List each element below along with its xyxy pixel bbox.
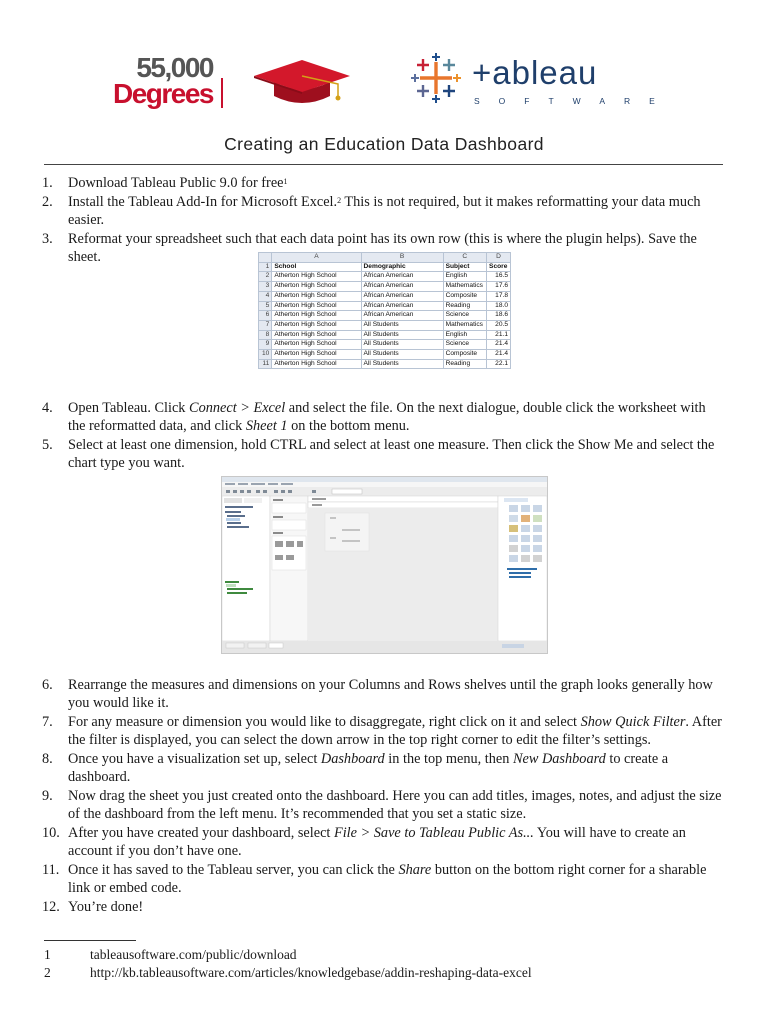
text-run: Rearrange the measures and dimensions on your Columns and Rows shelves until the graph looks generally how you would like it. (68, 677, 713, 712)
emphasis: Show Quick Filter (580, 714, 686, 730)
step-text (68, 436, 722, 473)
text-run: to create a dashboard. (68, 751, 669, 786)
text-run: You’re done! (68, 899, 144, 915)
emphasis: Dashboard (320, 751, 385, 767)
table-cell: All Students (361, 330, 443, 340)
step-number: 8. (42, 751, 53, 767)
step-text (68, 713, 722, 750)
table-cell: Reading (443, 359, 486, 369)
table-row (259, 282, 511, 292)
tableau-software-label: SOFTWARE (474, 96, 674, 106)
table-row (259, 340, 511, 350)
step-number: 1. (42, 175, 53, 191)
emphasis: Connect > Excel (189, 400, 286, 416)
step-7 (42, 713, 722, 750)
table-cell: All Students (361, 359, 443, 369)
table-cell: African American (361, 301, 443, 311)
emphasis: Sheet 1 (245, 418, 288, 435)
emphasis: New Dashboard (512, 751, 606, 767)
text-run: Install the Tableau Add-In for Microsoft Excel. (68, 194, 338, 210)
text-run: and select the file. On the next dialogue, double click the worksheet with the reformatted data, and click (68, 400, 706, 435)
table-cell: All Students (361, 340, 443, 350)
table-cell: 21.4 (487, 340, 511, 350)
tableau-cross-icon (410, 52, 462, 104)
table-cell: Science (443, 311, 486, 321)
table-row (259, 311, 511, 321)
row-number: 10 (259, 350, 272, 360)
text-run: Select at least one dimension, hold CTRL and select at least one measure. Then click the Show Me and select the chart type you want. (68, 437, 715, 472)
step-number: 9. (42, 788, 53, 804)
step-text (68, 174, 722, 192)
row-number: 7 (259, 320, 272, 330)
spreadsheet-example (258, 252, 511, 369)
emphasis: Share (398, 862, 432, 878)
table-cell: 17.6 (487, 282, 511, 292)
row-number: 1 (259, 262, 272, 272)
column-letter-row (259, 253, 511, 263)
table-cell: English (443, 272, 486, 282)
column-letter: D (487, 253, 511, 263)
row-number: 4 (259, 291, 272, 301)
table-row (259, 350, 511, 360)
text-run: You will have to create an account if you don’t have one. (68, 825, 686, 860)
footnote-link[interactable]: http://kb.tableausoftware.com/articles/knowledgebase/addin-reshaping-data-excel (90, 965, 532, 980)
tableau-wordmark: +ableau (472, 54, 598, 91)
step-number: 2. (42, 194, 53, 210)
step-text (68, 898, 722, 916)
table-cell: Demographic (361, 262, 443, 272)
table-cell: School (272, 262, 361, 272)
text-run: Reformat your spreadsheet such that each data point has its own row (this is where the plugin helps). Save the sheet. (68, 231, 697, 266)
step-text (68, 824, 722, 861)
step-1 (42, 174, 722, 192)
text-run: Download Tableau Public 9.0 for free (68, 175, 284, 191)
title-rule (44, 164, 723, 165)
table-cell: All Students (361, 350, 443, 360)
text-run: button on the bottom right corner for a sharable link or embed code. (68, 862, 707, 897)
table-row (259, 320, 511, 330)
step-text (68, 193, 722, 230)
tableau-workspace-screenshot (221, 476, 548, 654)
table-cell: Atherton High School (272, 359, 361, 369)
footnote-ref: 2 (337, 196, 342, 205)
column-letter: A (272, 253, 361, 263)
table-row (259, 272, 511, 282)
emphasis: File > Save to Tableau Public As... (333, 825, 534, 841)
row-number: 2 (259, 272, 272, 282)
step-number: 7. (42, 714, 53, 730)
step-12 (42, 898, 722, 916)
row-number: 5 (259, 301, 272, 311)
table-cell: Mathematics (443, 282, 486, 292)
footnote-2 (44, 964, 532, 981)
step-number: 11. (42, 862, 60, 878)
footnote-number: 1 (44, 947, 51, 962)
55000-degrees-logo (92, 52, 227, 109)
text-run: This is not required, but it makes reformatting your data much easier. (68, 194, 701, 229)
step-8 (42, 750, 722, 787)
table-cell: Atherton High School (272, 291, 361, 301)
column-letter: C (443, 253, 486, 263)
table-row (259, 301, 511, 311)
footnote-link[interactable]: tableausoftware.com/public/download (90, 947, 297, 962)
table-cell: African American (361, 282, 443, 292)
step-text (68, 676, 722, 713)
step-5 (42, 436, 722, 473)
table-cell: 18.0 (487, 301, 511, 311)
table-cell: Atherton High School (272, 350, 361, 360)
table-cell: African American (361, 291, 443, 301)
step-text (68, 861, 722, 898)
table-cell: Composite (443, 350, 486, 360)
footnote-ref: 1 (283, 177, 288, 186)
footnote-number: 2 (44, 965, 51, 980)
table-cell: English (443, 330, 486, 340)
table-cell: Atherton High School (272, 330, 361, 340)
step-number: 4. (42, 400, 53, 416)
step-text (68, 399, 722, 436)
table-cell: 22.1 (487, 359, 511, 369)
table-cell: 17.8 (487, 291, 511, 301)
table-cell: 16.5 (487, 272, 511, 282)
table-cell: Atherton High School (272, 282, 361, 292)
table-cell: Science (443, 340, 486, 350)
step-2 (42, 193, 722, 230)
table-cell: Atherton High School (272, 311, 361, 321)
logo-divider (221, 78, 223, 108)
step-number: 10. (42, 825, 60, 841)
tableau-logo (410, 52, 674, 112)
table-cell: Atherton High School (272, 320, 361, 330)
table-cell: Subject (443, 262, 486, 272)
logo-number: 55,000 (136, 52, 213, 83)
table-cell: Composite (443, 291, 486, 301)
table-cell: 21.1 (487, 330, 511, 340)
row-number: 9 (259, 340, 272, 350)
text-run: Once you have a visualization set up, select (68, 751, 321, 767)
step-9 (42, 787, 722, 824)
table-cell: 18.6 (487, 311, 511, 321)
text-run: Now drag the sheet you just created onto the dashboard. Here you can add titles, images, notes, and adjust the size of the dashboard from the left menu. It’s recommended that you set a static size. (68, 788, 722, 823)
step-number: 12. (42, 899, 60, 915)
table-cell: Atherton High School (272, 272, 361, 282)
table-row (259, 359, 511, 369)
row-number: 8 (259, 330, 272, 340)
step-number: 5. (42, 437, 53, 453)
text-run: For any measure or dimension you would like to disaggregate, right click on it and select (68, 714, 581, 730)
step-10 (42, 824, 722, 861)
logo-word: Degrees (112, 78, 213, 109)
table-cell: Atherton High School (272, 340, 361, 350)
text-run: Open Tableau. Click (68, 400, 190, 416)
column-letter: B (361, 253, 443, 263)
table-row (259, 291, 511, 301)
step-text (68, 750, 722, 787)
footnote-rule (44, 940, 136, 941)
table-cell: Reading (443, 301, 486, 311)
table-cell: African American (361, 272, 443, 282)
step-text (68, 787, 722, 824)
step-11 (42, 861, 722, 898)
text-run: Once it has saved to the Tableau server, you can click the (68, 862, 399, 878)
workspace-thumbnail (222, 477, 547, 653)
table-cell: African American (361, 311, 443, 321)
table-cell: All Students (361, 320, 443, 330)
step-4 (42, 399, 722, 436)
table-cell: 20.5 (487, 320, 511, 330)
table-cell: 21.4 (487, 350, 511, 360)
step-number: 3. (42, 231, 53, 247)
table-row (259, 262, 511, 272)
row-number: 11 (259, 359, 272, 369)
text-run: After you have created your dashboard, select (68, 825, 334, 841)
table-cell: Mathematics (443, 320, 486, 330)
row-number: 3 (259, 282, 272, 292)
page-title: Creating an Education Data Dashboard (224, 134, 544, 154)
graduation-cap-icon (252, 56, 352, 108)
row-number: 6 (259, 311, 272, 321)
table-cell: Score (487, 262, 511, 272)
text-run: on the bottom menu. (287, 418, 410, 435)
step-6 (42, 676, 722, 713)
step-number: 6. (42, 677, 53, 693)
table-cell: Atherton High School (272, 301, 361, 311)
text-run: . After the filter is displayed, you can select the down arrow in the top right corner to edit the filter’s settings. (68, 714, 722, 749)
footnote-1 (44, 946, 297, 963)
table-row (259, 330, 511, 340)
text-run: in the top menu, then (384, 751, 513, 767)
